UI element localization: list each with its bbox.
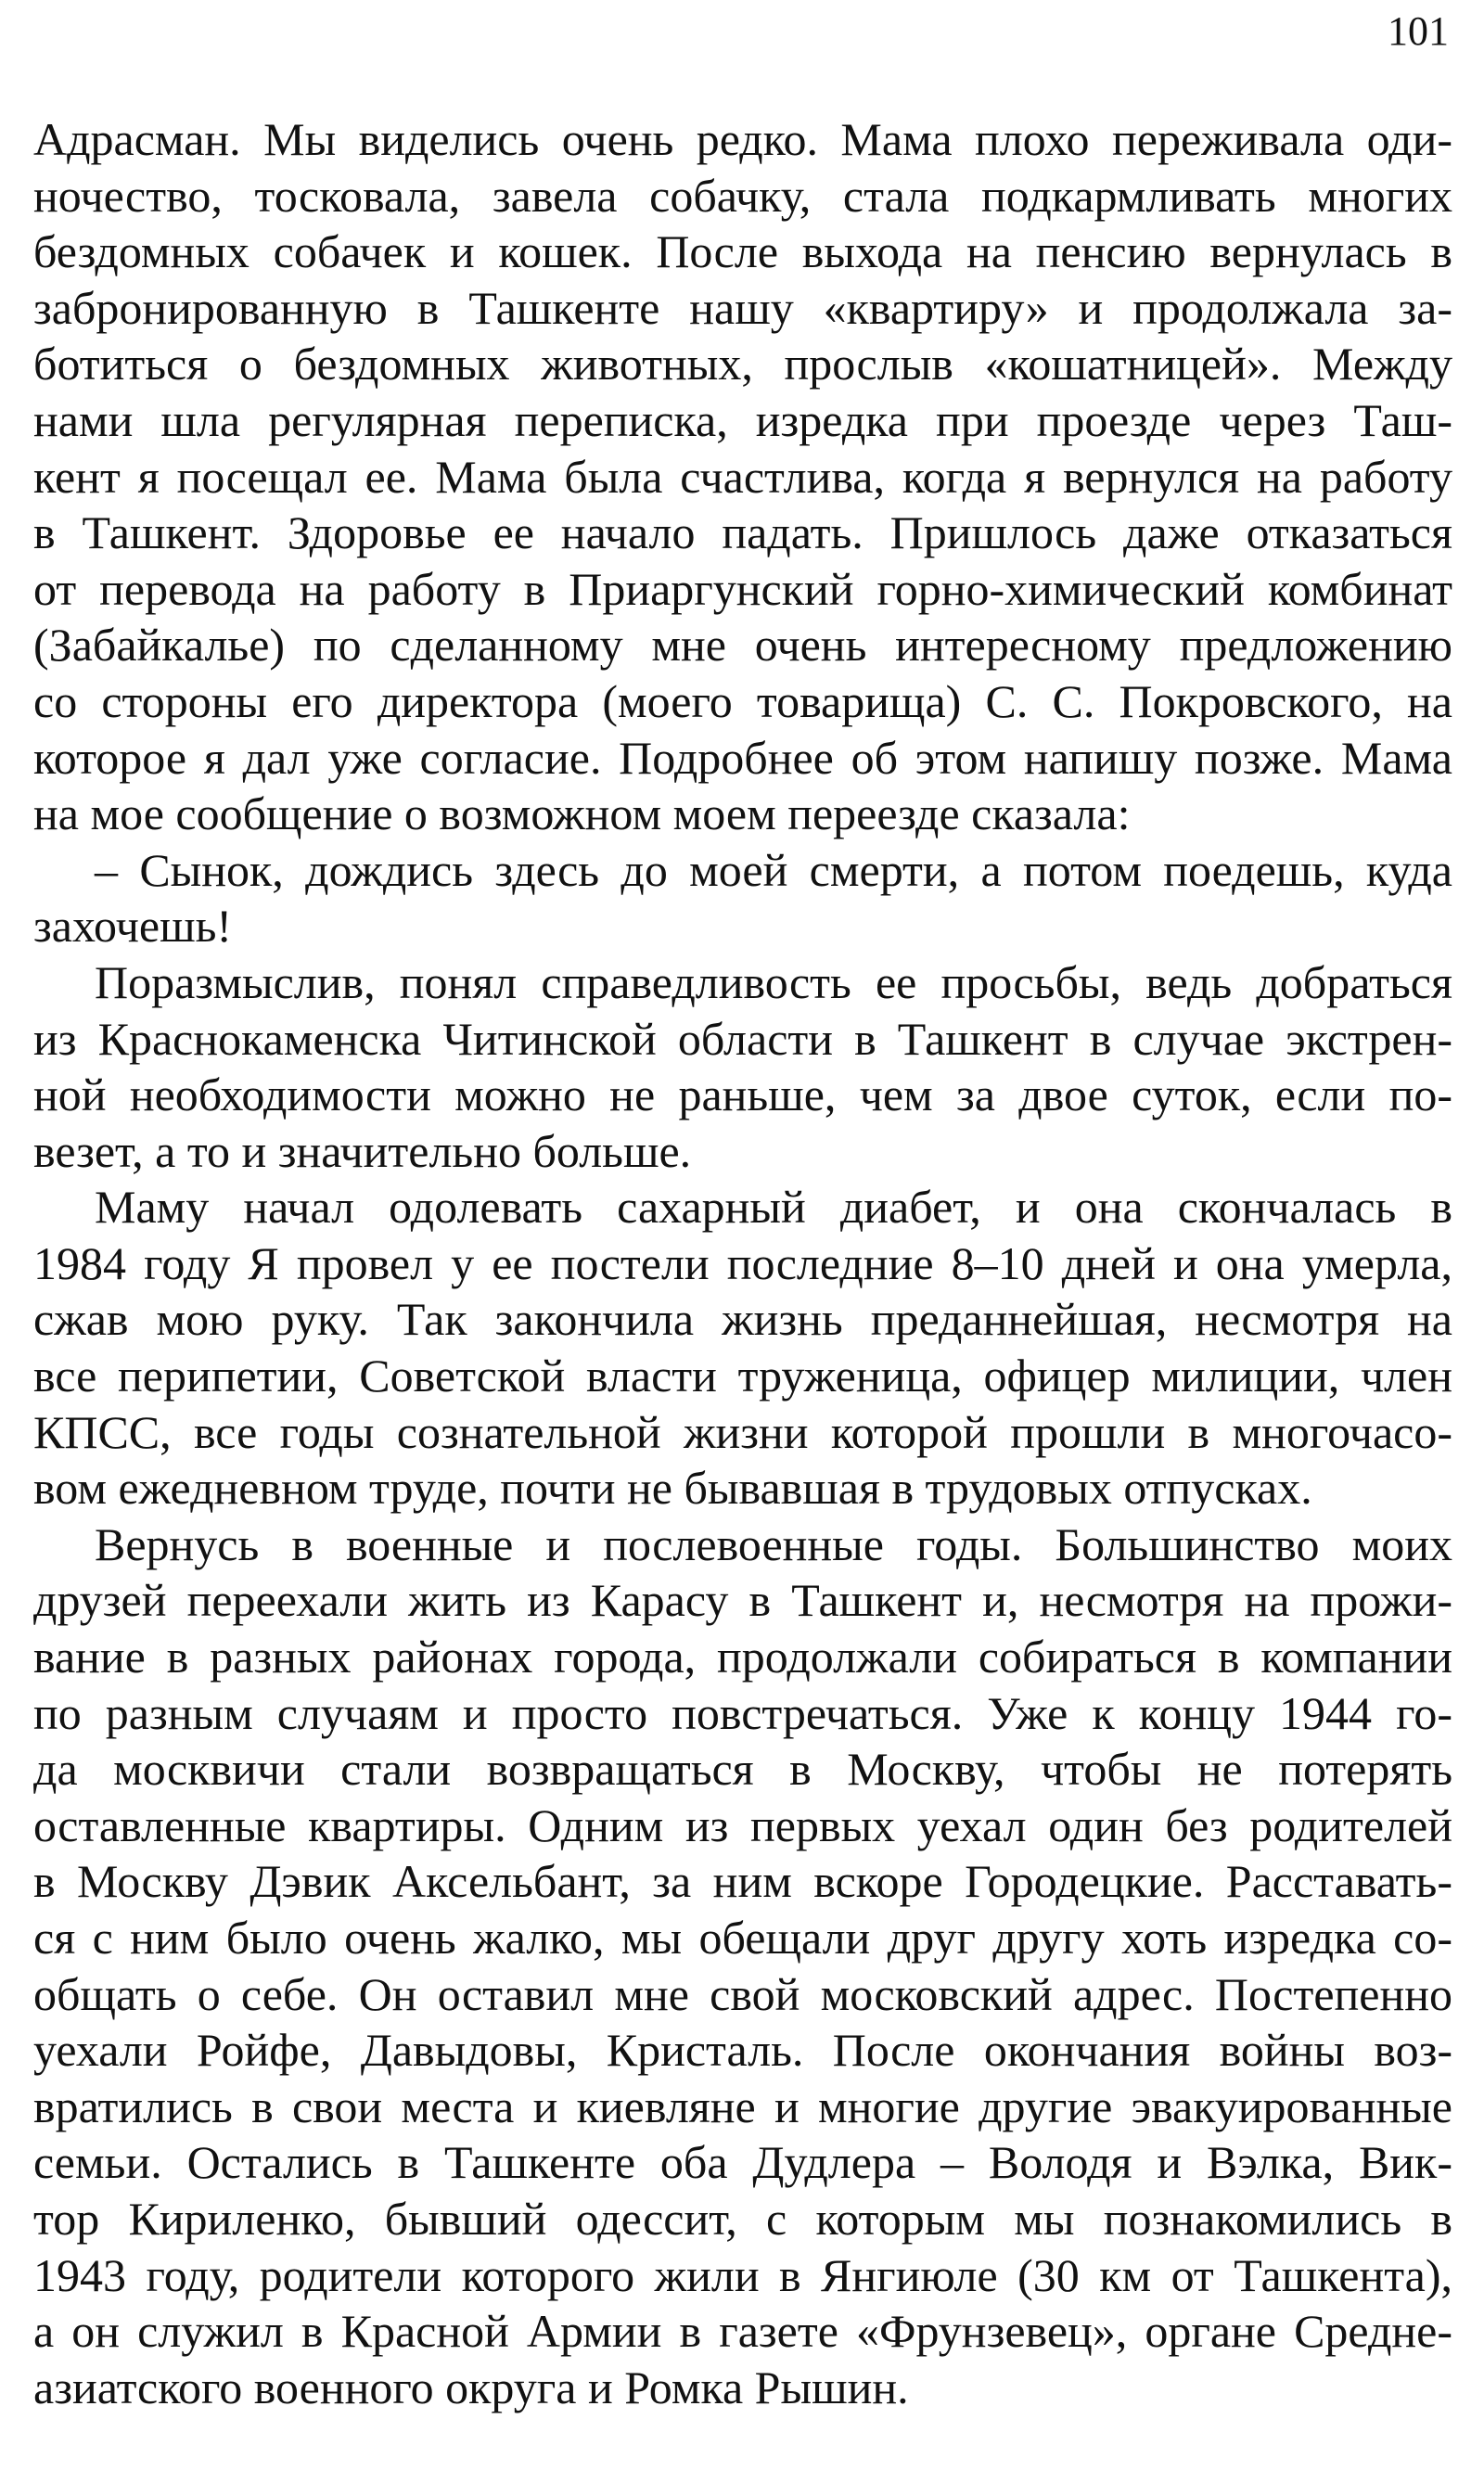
text-line: вом ежедневном труде, почти не бывавшая в трудовых отпусках. [33,1462,1312,1515]
text-line: Поразмыслив, понял справедливость ее просьбы, ведь добраться [95,955,1452,1008]
text-line: Адрасман. Мы виделись очень редко. Мама плохо переживала оди- [33,113,1452,165]
text-line: Вернусь в военные и послевоенные годы. Большинство моих [95,1517,1452,1570]
text-line: захочешь! [33,900,233,953]
text-line: в Москву Дэвик Аксельбант, за ним вскоре Городецкие. Расставать- [33,1855,1452,1908]
text-line: со стороны его директора (моего товарища) С. С. Покровского, на [33,674,1452,727]
text-line: тор Кириленко, бывший одессит, с которым мы познакомились в [33,2192,1452,2245]
text-line: 1943 году, родители которого жили в Янгиюле (30 км от Ташкента), [33,2248,1452,2301]
text-line: Маму начал одолевать сахарный диабет, и она скончалась в [95,1181,1452,1234]
text-line: 1984 году Я провел у ее постели последние 8–10 дней и она умерла, [33,1236,1452,1289]
text-line: азиатского военного округа и Ромка Рышин. [33,2361,909,2413]
text-line: все перипетии, Советской власти труженица, офицер милиции, член [33,1350,1452,1402]
text-line: ся с ним было очень жалко, мы обещали друг другу хоть изредка со- [33,1912,1452,1964]
text-line: уехали Ройфе, Давыдовы, Кристаль. После окончания войны воз- [33,2024,1452,2077]
text-line: вание в разных районах города, продолжали собираться в компании [33,1631,1452,1683]
text-line: от перевода на работу в Приаргунский горно-химический комбинат [33,562,1452,615]
text-line: на мое сообщение о возможном моем переезде сказала: [33,787,1131,840]
text-line: (Забайкалье) по сделанному мне очень интересному предложению [33,619,1452,672]
text-line: сжав мою руку. Так закончила жизнь преданнейшая, несмотря на [33,1293,1452,1346]
text-line: по разным случаям и просто повстречаться. Уже к концу 1944 го- [33,1686,1452,1739]
text-line: бездомных собачек и кошек. После выхода на пенсию вернулась в [33,225,1452,278]
text-line: вратились в свои места и киевляне и многие другие эвакуированные [33,2080,1452,2132]
text-line: везет, а то и значительно больше. [33,1124,692,1177]
text-line: нами шла регулярная переписка, изредка при проезде через Таш- [33,393,1452,446]
text-line: да москвичи стали возвращаться в Москву, чтобы не потерять [33,1743,1452,1796]
text-line: в Ташкент. Здоровье ее начало падать. Пришлось даже отказаться [33,506,1452,559]
text-line: ночество, тосковала, завела собачку, стала подкармливать многих [33,169,1452,222]
text-line: ботиться о бездомных животных, прослыв «кошатницей». Между [33,338,1452,390]
text-line: кент я посещал ее. Мама была счастлива, когда я вернулся на работу [33,450,1452,503]
body-text [33,111,1452,2415]
text-line: которое я дал уже согласие. Подробнее об этом напишу позже. Мама [33,731,1452,784]
text-line: КПСС, все годы сознательной жизни которой прошли в многочасо- [33,1405,1452,1458]
text-line: друзей переехали жить из Карасу в Ташкент и, несмотря на прожи- [33,1574,1452,1627]
text-line: – Сынок, дождись здесь до моей смерти, а потом поедешь, куда [95,843,1452,896]
page-number: 101 [1388,8,1449,54]
text-line: оставленные квартиры. Одним из первых уехал один без родителей [33,1798,1452,1851]
text-line: из Краснокаменска Читинской области в Ташкент в случае экстрен- [33,1012,1452,1065]
text-line: общать о себе. Он оставил мне свой московский адрес. Постепенно [33,1967,1452,2020]
text-line: а он служил в Красной Армии в газете «Фрунзевец», органе Средне- [33,2305,1452,2358]
text-line: ной необходимости можно не раньше, чем за двое суток, если по- [33,1069,1452,1121]
text-line: семьи. Остались в Ташкенте оба Дудлера – Володя и Вэлка, Вик- [33,2136,1452,2189]
text-line: забронированную в Ташкенте нашу «квартиру» и продолжала за- [33,281,1452,334]
